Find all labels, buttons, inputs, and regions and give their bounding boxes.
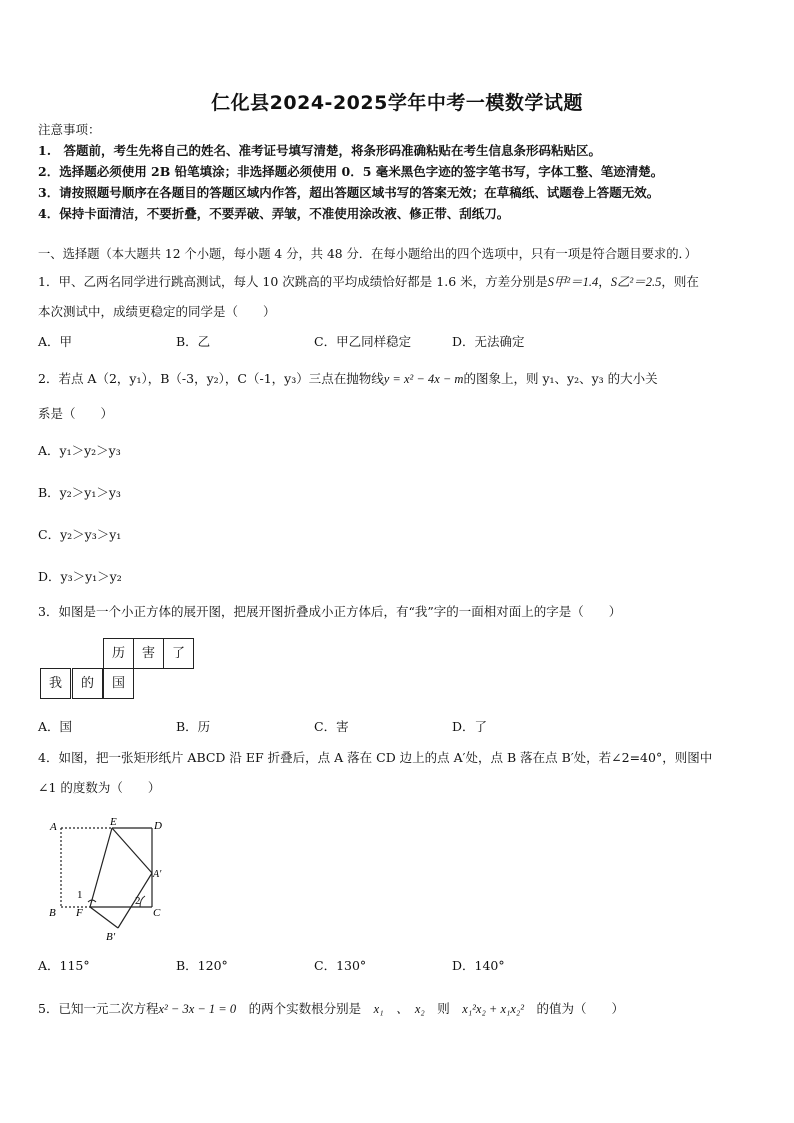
- q2-stem-line1: [38, 371, 658, 387]
- q3-option-c[interactable]: C．害: [314, 719, 349, 734]
- q2-option-a[interactable]: A．y₁＞y₂＞y₃: [38, 443, 121, 458]
- net-cell: 了: [163, 638, 194, 669]
- q4-option-b[interactable]: B．120°: [176, 958, 228, 973]
- q1-option-d[interactable]: D．无法确定: [452, 334, 525, 349]
- q5-expression: x₁²x₂ + x₁x₂²: [462, 1002, 525, 1016]
- q5-roots: x₁ 、 x₂: [373, 1002, 425, 1016]
- q1-stem-b: ，则在: [661, 274, 699, 289]
- q4-stem-line2: ∠1 的度数为（ ）: [38, 780, 161, 795]
- fold-line-ef: [90, 828, 112, 907]
- label-b-prime: B′: [106, 931, 116, 942]
- q5-stem-b: 的两个实数根分别是: [248, 1001, 362, 1016]
- edge-ea1: [112, 828, 152, 873]
- net-cell: 的: [72, 668, 103, 699]
- notice-heading: 注意事项：: [38, 122, 101, 137]
- q2-stem-b: 的图象上，则 y₁、y₂、y₃ 的大小关: [463, 371, 658, 386]
- q5-stem-c: 则: [437, 1001, 450, 1016]
- notice-item-3: 3．请按照题号顺序在各题目的答题区域内作答，超出答题区域书写的答案无效；在草稿纸、试题卷上答题无效。: [38, 185, 660, 200]
- q2-option-b[interactable]: B．y₂＞y₁＞y₃: [38, 485, 121, 500]
- q1-option-c[interactable]: C．甲乙同样稳定: [314, 334, 412, 349]
- label-f: F: [76, 907, 83, 919]
- q1-option-a[interactable]: A．甲: [38, 334, 73, 349]
- cube-net-figure: [40, 638, 200, 704]
- notice-item-1: 1. 答题前，考生先将自己的姓名、准考证号填写清楚，将条形码准确粘贴在考生信息条形码粘贴区。: [38, 143, 602, 158]
- label-c: C: [153, 907, 161, 919]
- label-angle-1: 1: [77, 889, 83, 901]
- q4-stem-line1: 4．如图，把一张矩形纸片 ABCD 沿 EF 折叠后，点 A 落在 CD 边上的点 A′处，点 B 落在点 B′处，若∠2=40°，则图中: [38, 750, 713, 765]
- page-title: 仁化县2024-2025学年中考一模数学试题: [211, 92, 583, 114]
- label-a: A: [50, 821, 57, 833]
- q4-option-c[interactable]: C．130°: [314, 958, 367, 973]
- net-cell: 害: [133, 638, 164, 669]
- q1-option-b[interactable]: B．乙: [176, 334, 211, 349]
- q2-option-d[interactable]: D．y₃＞y₁＞y₂: [38, 569, 122, 584]
- q4-option-a[interactable]: A．115°: [38, 958, 90, 973]
- net-cell: 我: [40, 668, 71, 699]
- notice-item-4: 4．保持卡面清洁，不要折叠，不要弄破、弄皱，不准使用涂改液、修正带、刮纸刀。: [38, 206, 510, 221]
- q1-variance-jia: S甲²＝1.4: [547, 275, 599, 289]
- q5-stem-a: 5．已知一元二次方程: [38, 1001, 159, 1016]
- q5-stem: [38, 1001, 624, 1017]
- q2-stem-line2: 系是（ ）: [38, 406, 114, 421]
- q3-stem: 3．如图是一个小正方体的展开图，把展开图折叠成小正方体后，有“我”字的一面相对面上的字是（ ）: [38, 604, 622, 619]
- q1-variance-yi: S乙²＝2.5: [610, 275, 662, 289]
- q3-option-a[interactable]: A．国: [38, 719, 73, 734]
- label-a-prime: A′: [153, 869, 162, 880]
- q1-stem-line2: 本次测试中，成绩更稳定的同学是（ ）: [38, 304, 276, 319]
- label-e: E: [110, 816, 117, 828]
- angle-2-arc: [140, 896, 145, 907]
- label-b: B: [49, 907, 56, 919]
- edge-b1f: [90, 907, 118, 928]
- notice-item-2: 2．选择题必须使用 2B 铅笔填涂；非选择题必须使用 0．5 毫米黑色字迹的签字笔书写，字体工整、笔迹清楚。: [38, 164, 664, 179]
- q3-option-d[interactable]: D．了: [452, 719, 488, 734]
- net-cell: 历: [103, 638, 134, 669]
- q2-formula: y = x² − 4x − m: [383, 372, 464, 386]
- q4-option-d[interactable]: D．140°: [452, 958, 505, 973]
- section-heading: 一、选择题（本大题共 12 个小题，每小题 4 分，共 48 分．在每小题给出的四个选项中，只有一项是符合题目要求的．）: [38, 247, 697, 261]
- q5-stem-d: 的值为（ ）: [536, 1001, 625, 1016]
- label-angle-2: 2: [135, 895, 141, 907]
- q1-stem-a: 1．甲、乙两名同学进行跳高测试，每人 10 次跳高的平均成绩恰好都是 1.6 米，方差分别是: [38, 274, 548, 289]
- folded-rectangle-figure: [44, 814, 172, 942]
- q2-option-c[interactable]: C．y₂＞y₃＞y₁: [38, 527, 122, 542]
- q2-stem-a: 2．若点 A（2，y₁），B（-3，y₂），C（-1，y₃）三点在抛物线: [38, 371, 384, 386]
- q5-formula: x² − 3x − 1 = 0: [158, 1002, 237, 1016]
- label-d: D: [154, 820, 162, 832]
- q3-option-b[interactable]: B．历: [176, 719, 211, 734]
- q1-stem-line1: 1．甲、乙两名同学进行跳高测试，每人 10 次跳高的平均成绩恰好都是 1.6 米，方差分别是S甲²＝1.4，S乙²＝2.5，则在: [38, 274, 699, 289]
- net-cell: 国: [103, 668, 134, 699]
